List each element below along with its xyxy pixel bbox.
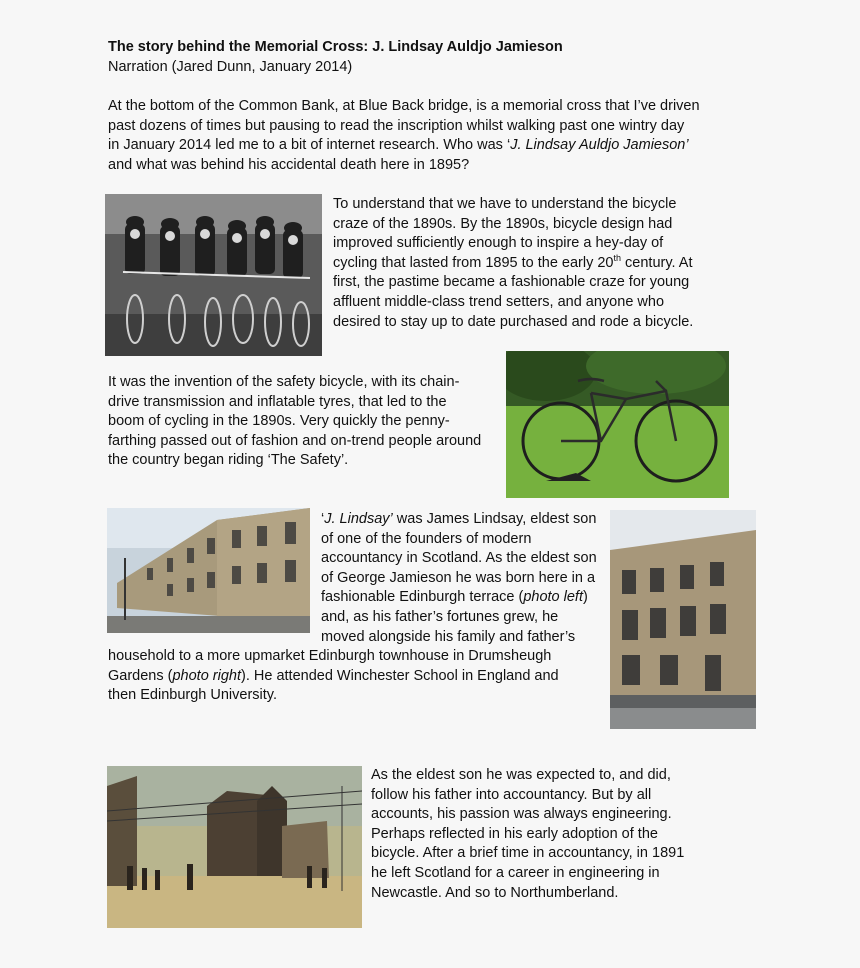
text-segment: Gardens ( <box>108 667 173 684</box>
intro-paragraph <box>108 97 700 175</box>
text-line: Newcastle. And so to Northumberland. <box>371 884 619 901</box>
text-line: At the bottom of the Common Bank, at Blue Back bridge, is a memorial cross that I’ve driven <box>108 98 700 114</box>
newcastle-street-photo <box>107 766 362 928</box>
text-line: accountancy in Scotland. As the eldest son <box>321 550 597 567</box>
engineering-paragraph <box>371 766 684 903</box>
text-segment: ‘ <box>321 511 325 527</box>
townhouse-graphic <box>610 510 756 729</box>
text-line <box>108 136 700 156</box>
text-line: Perhaps reflected in his early adoption of the <box>371 825 658 842</box>
bicycle-craze-paragraph <box>333 195 693 332</box>
document-title: The story behind the Memorial Cross: J. Lindsay Auldjo Jamieson <box>108 39 563 55</box>
text-line: To understand that we have to understand the bicycle <box>333 196 677 212</box>
text-segment: fashionable Edinburgh terrace ( <box>321 589 524 606</box>
text-line: craze of the 1890s. By the 1890s, bicycle design had <box>333 215 673 232</box>
text-line: household to a more upmarket Edinburgh townhouse in Drumsheugh <box>108 648 552 665</box>
text-line <box>108 510 597 530</box>
text-line <box>108 667 597 687</box>
text-segment: century. At <box>621 254 693 271</box>
text-line: the country began riding ‘The Safety’. <box>108 452 349 469</box>
text-line <box>108 588 597 608</box>
text-line: As the eldest son he was expected to, and did, <box>371 767 671 783</box>
text-line: he left Scotland for a career in engineering in <box>371 864 660 881</box>
italic-name: J. Lindsay Auldjo Jamieson’ <box>510 137 689 154</box>
ordinal-superscript: th <box>613 252 622 263</box>
cyclists-group-photo <box>105 194 322 356</box>
safety-bicycle-graphic <box>506 351 729 498</box>
text-line: farthing passed out of fashion and on-trend people around <box>108 432 482 449</box>
text-segment: ) <box>583 589 588 606</box>
newcastle-graphic <box>107 766 362 928</box>
text-line: It was the invention of the safety bicycle, with its chain- <box>108 374 460 390</box>
text-line: and what was behind his accidental death here in 1895? <box>108 156 470 173</box>
text-line: bicycle. After a brief time in accountancy, in 1891 <box>371 845 685 862</box>
drumsheugh-townhouse-photo <box>610 510 756 729</box>
text-line: improved sufficiently enough to inspire a hey-day of <box>333 235 664 252</box>
text-line: and, as his father’s fortunes grew, he <box>321 608 559 625</box>
text-line: of George Jamieson he was born here in a <box>321 569 596 586</box>
text-line: drive transmission and inflatable tyres, that led to the <box>108 393 447 410</box>
safety-bicycle-photo <box>506 351 729 498</box>
italic-caption-ref: photo left <box>523 589 583 606</box>
cyclists-photo-graphic <box>105 194 322 356</box>
text-line: desired to stay up to date purchased and rode a bicycle. <box>333 313 694 330</box>
lindsay-paragraph <box>108 510 597 706</box>
text-line: moved alongside his family and father’s <box>321 628 576 645</box>
text-segment: was James Lindsay, eldest son <box>392 511 597 527</box>
text-line: follow his father into accountancy. But by all <box>371 786 652 803</box>
text-line: boom of cycling in the 1890s. Very quickly the penny- <box>108 413 450 430</box>
italic-name: J. Lindsay’ <box>324 511 393 527</box>
text-line: then Edinburgh University. <box>108 687 277 704</box>
text-segment: cycling that lasted from 1895 to the early 20 <box>333 254 614 271</box>
text-line: accounts, his passion was always engineering. <box>371 806 672 823</box>
text-line: first, the pastime became a fashionable craze for young <box>333 274 690 291</box>
text-line: past dozens of times but pausing to read the inscription whilst walking past one wintry day <box>108 117 685 134</box>
document-subtitle: Narration (Jared Dunn, January 2014) <box>108 59 353 75</box>
text-line <box>333 254 693 274</box>
text-line: of one of the founders of modern <box>321 530 532 547</box>
safety-bicycle-paragraph <box>108 373 481 471</box>
text-segment: in January 2014 led me to a bit of internet research. Who was ‘ <box>108 137 511 154</box>
text-line: affluent middle-class trend setters, and anyone who <box>333 293 665 310</box>
text-segment: ). He attended Winchester School in England and <box>241 667 559 684</box>
italic-caption-ref: photo right <box>172 667 242 684</box>
